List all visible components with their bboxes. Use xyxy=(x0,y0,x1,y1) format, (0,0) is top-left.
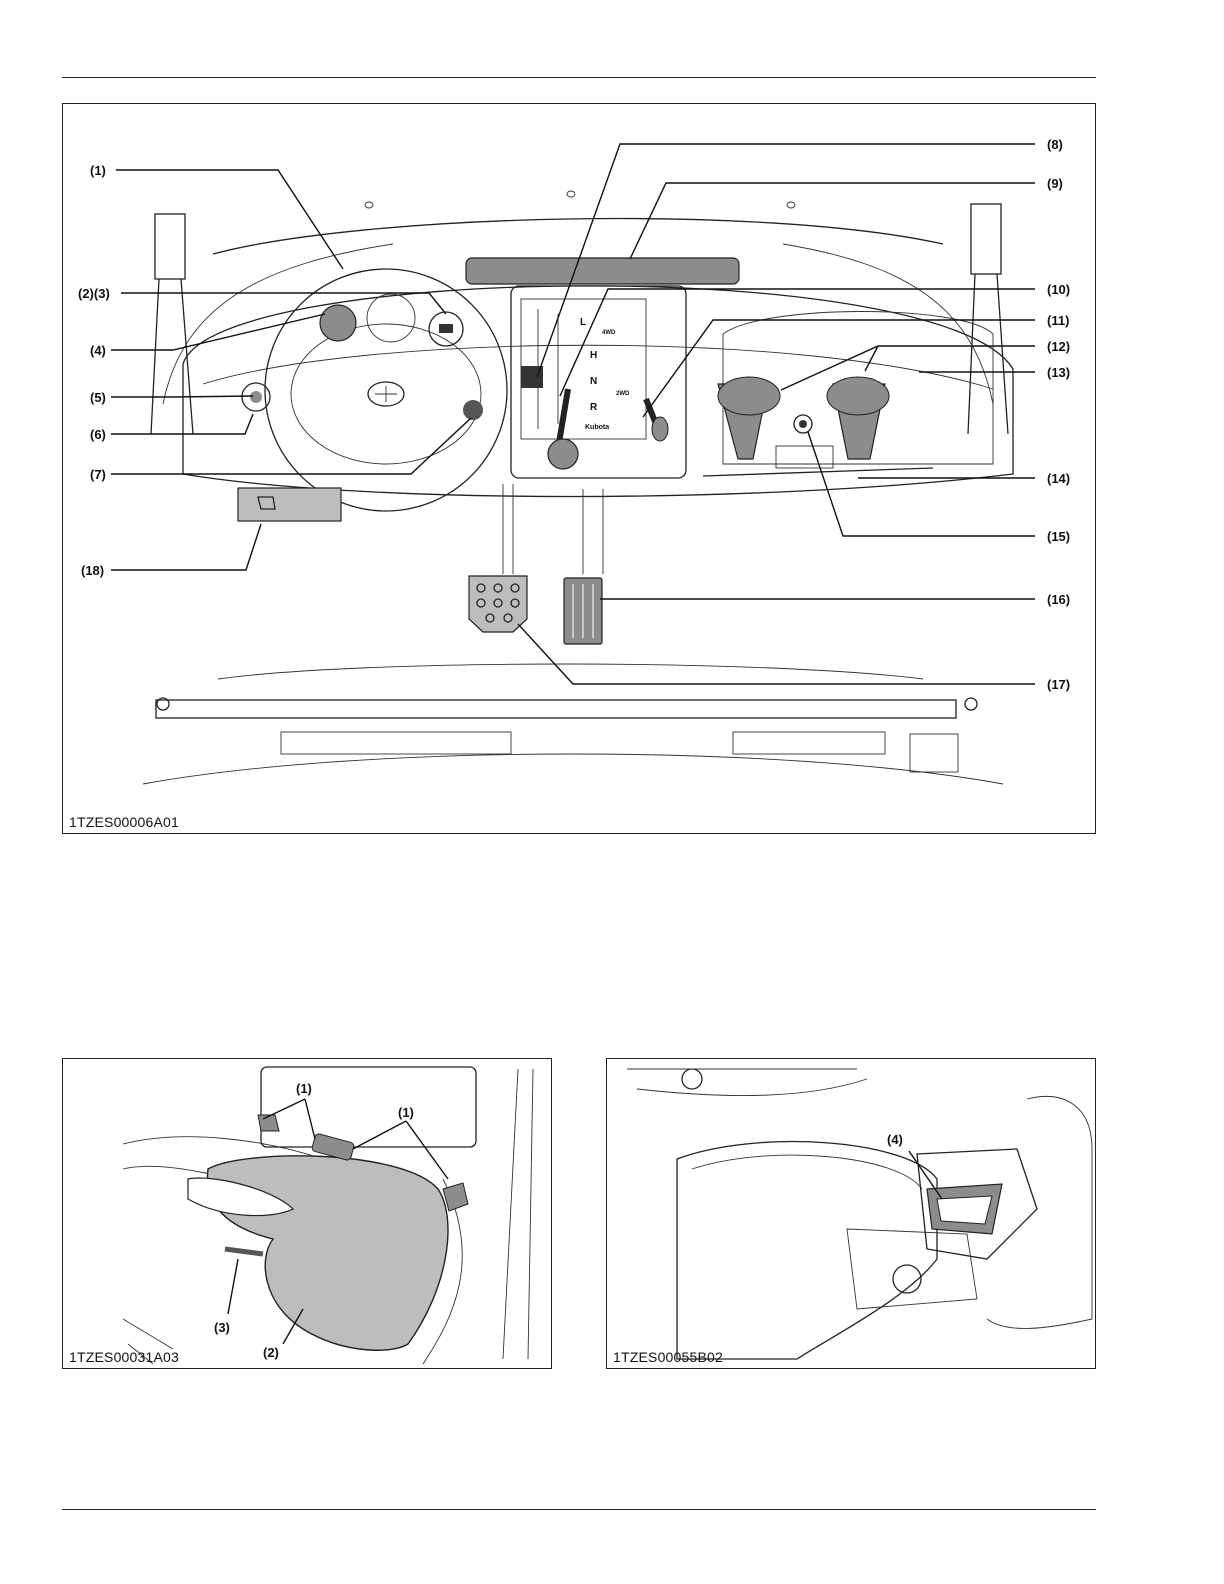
header-rule xyxy=(62,77,1096,78)
svg-text:R: R xyxy=(590,402,598,413)
main-dashboard-figure xyxy=(62,103,1096,834)
callout-15: (15) xyxy=(1047,529,1071,544)
upper-panel-shade xyxy=(466,258,739,284)
callout-1: (1) xyxy=(90,163,106,178)
svg-text:L: L xyxy=(580,317,587,328)
figure-code-right: 1TZES00055B02 xyxy=(613,1349,724,1365)
seat-illustration xyxy=(63,1059,551,1368)
right-controls xyxy=(703,312,993,477)
callout-13: (13) xyxy=(1047,365,1071,380)
shift-panel xyxy=(511,286,686,478)
gauge-shade xyxy=(320,305,356,341)
callout-11: (11) xyxy=(1047,313,1070,328)
glove-box-shade xyxy=(238,488,341,521)
callout-left-1a: (1) xyxy=(296,1081,312,1096)
callout-4: (4) xyxy=(90,343,106,358)
callout-left-1b: (1) xyxy=(398,1105,414,1120)
svg-text:2WD: 2WD xyxy=(616,391,630,397)
callout-2-3: (2)(3) xyxy=(78,286,110,301)
seat-frame xyxy=(143,664,1003,784)
callout-left-2: (2) xyxy=(263,1345,279,1360)
callout-12: (12) xyxy=(1047,339,1071,354)
svg-text:N: N xyxy=(590,376,598,387)
callout-10: (10) xyxy=(1047,282,1071,297)
callout-7: (7) xyxy=(90,467,106,482)
storage-illustration xyxy=(607,1059,1095,1368)
callout-5: (5) xyxy=(90,390,106,405)
figure-code: 1TZES00006A01 xyxy=(69,814,180,830)
dashboard-illustration xyxy=(63,104,1095,833)
callout-18: (18) xyxy=(81,563,105,578)
callout-9: (9) xyxy=(1047,176,1063,191)
callout-left-3: (3) xyxy=(214,1320,230,1335)
callout-right-4: (4) xyxy=(887,1132,903,1147)
svg-text:Kubota: Kubota xyxy=(585,424,610,431)
callout-8: (8) xyxy=(1047,137,1063,152)
figure-code-left: 1TZES00031A03 xyxy=(69,1349,180,1365)
svg-text:4WD: 4WD xyxy=(602,330,616,336)
seat-figure xyxy=(62,1058,552,1369)
callout-6: (6) xyxy=(90,427,106,442)
callout-16: (16) xyxy=(1047,592,1071,607)
callout-14: (14) xyxy=(1047,471,1071,486)
storage-outline xyxy=(627,1069,1092,1359)
footer-rule xyxy=(62,1509,1096,1510)
callout-17: (17) xyxy=(1047,677,1071,692)
storage-figure xyxy=(606,1058,1096,1369)
svg-text:H: H xyxy=(590,350,598,361)
pedals xyxy=(469,484,603,644)
